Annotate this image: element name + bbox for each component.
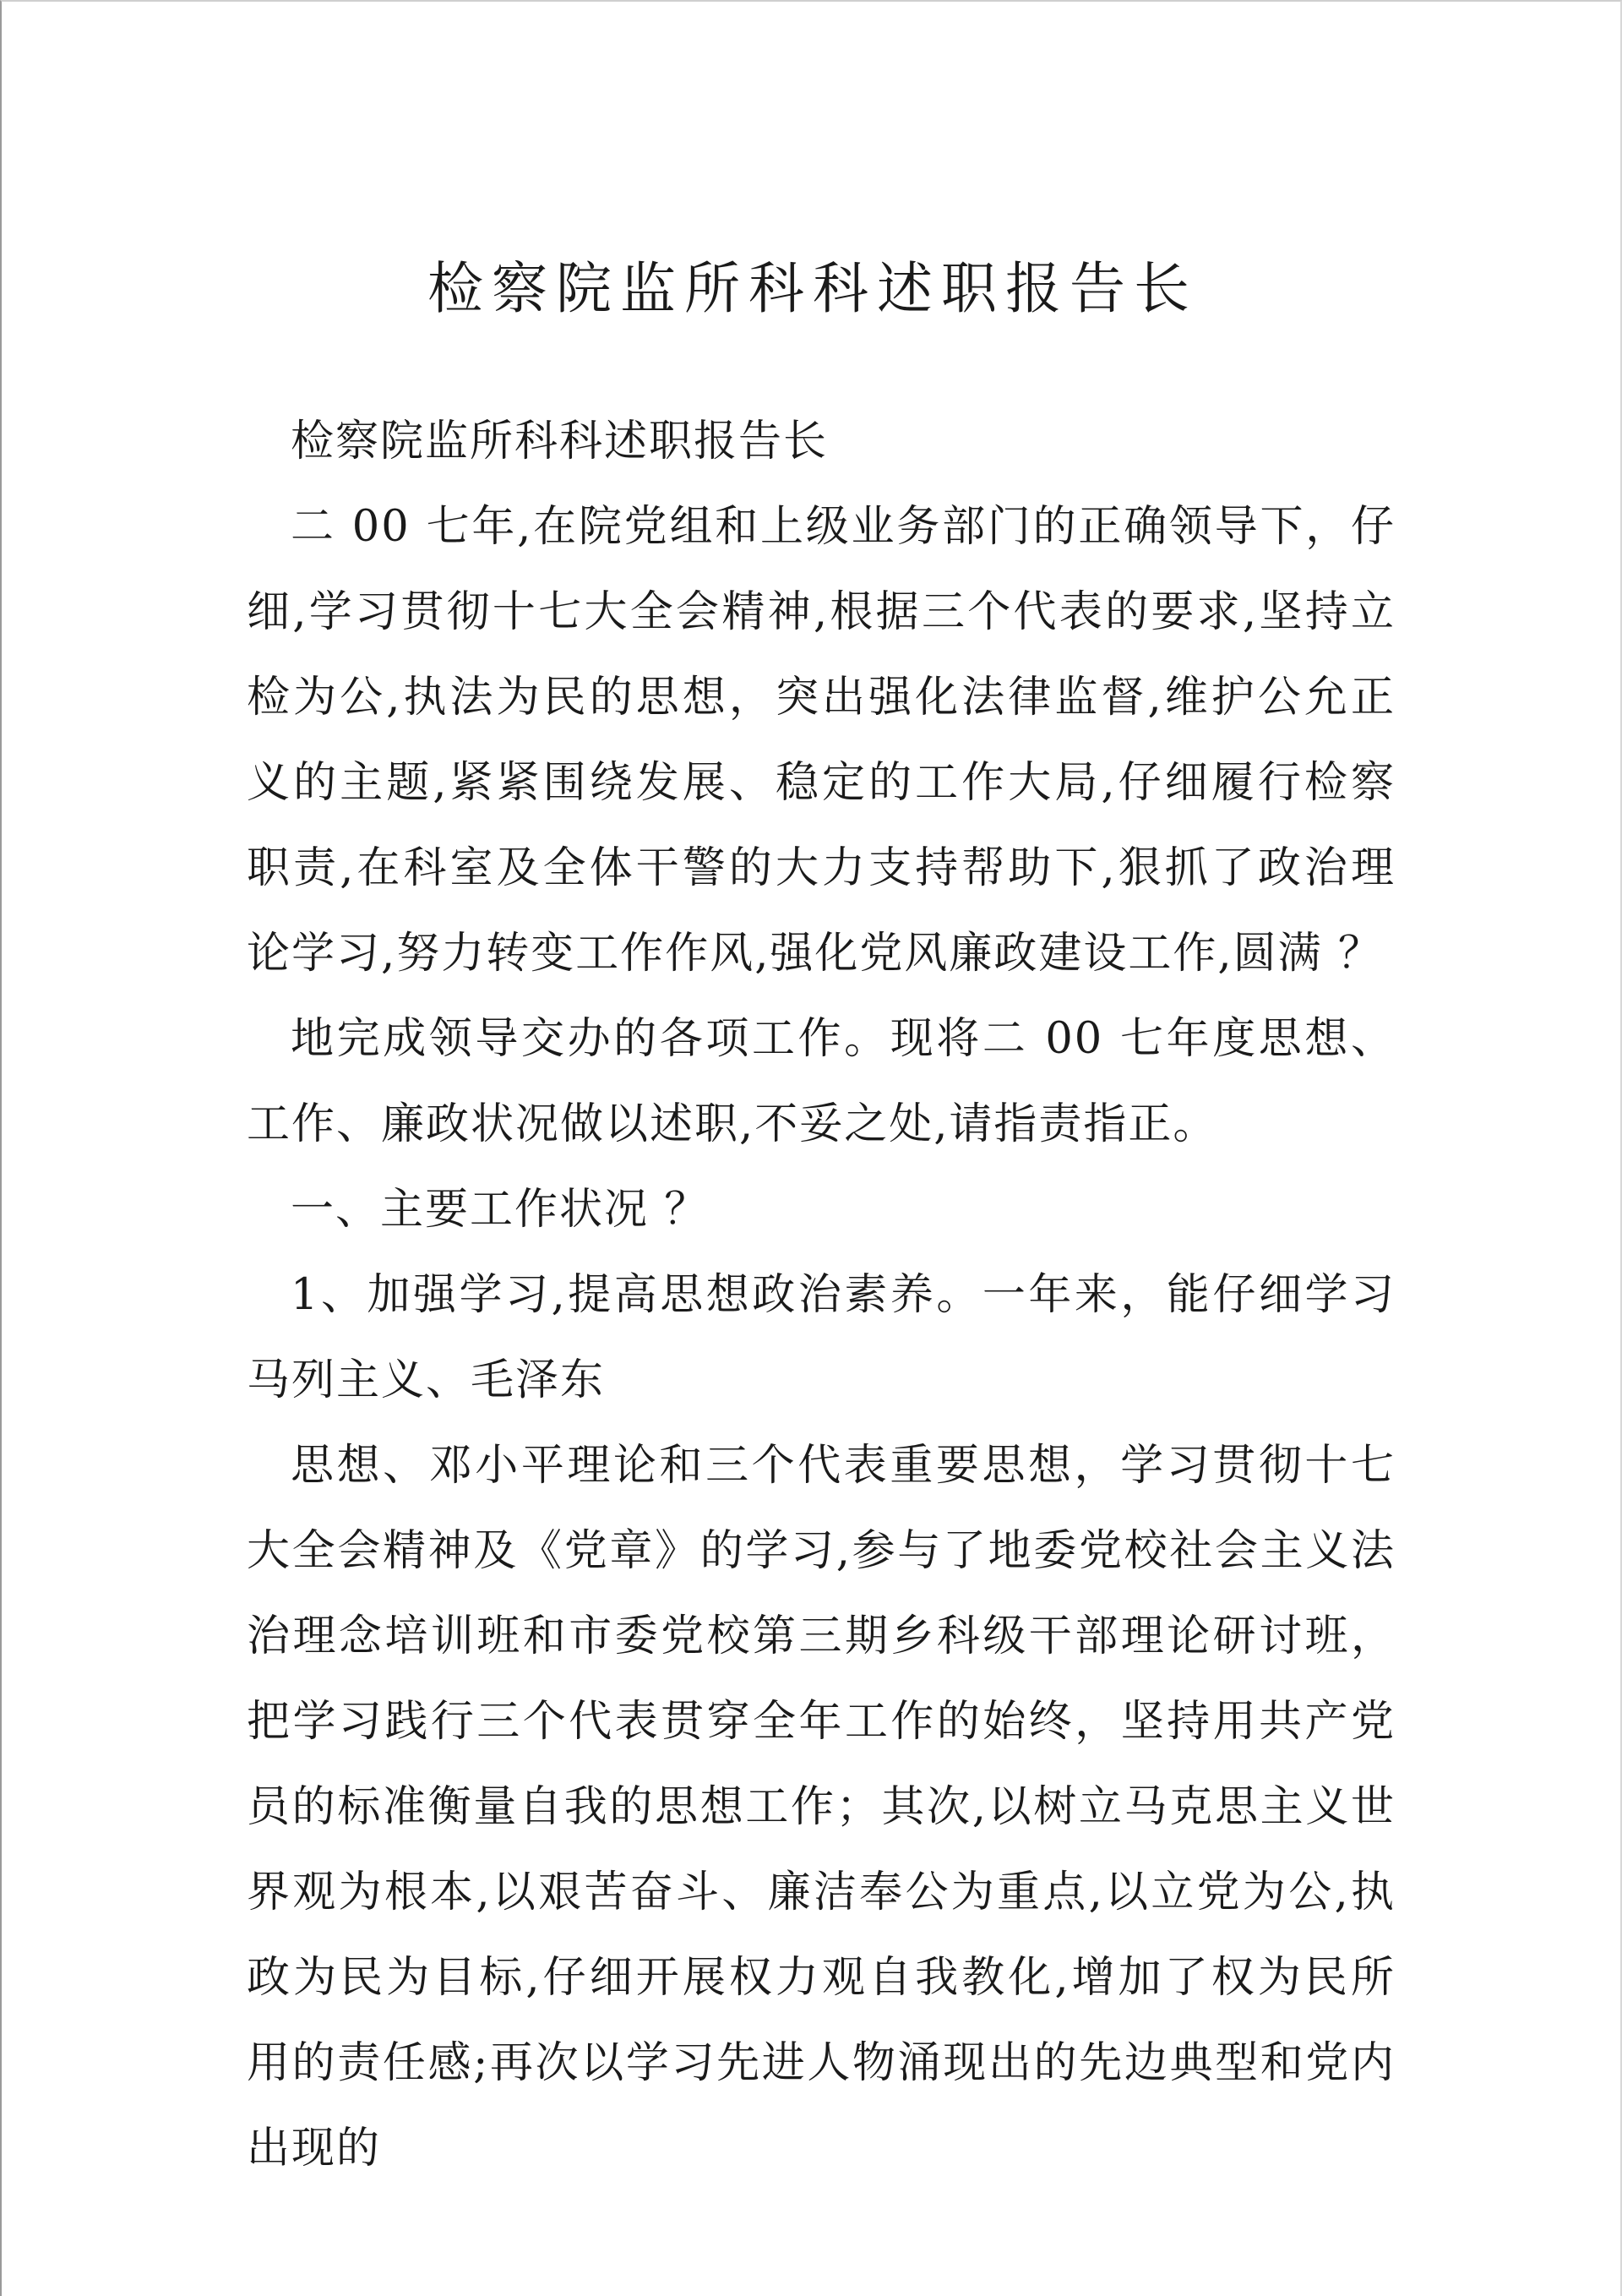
paragraph-item-1-continued: 思想、邓小平理论和三个代表重要思想，学习贯彻十七大全会精神及《党章》的学习,参与了地委党校社会主义法治理念培训班和市委党校第三期乡科级干部理论研讨班，把学习践行三个代表贯穿全年工作的始终，坚持用共产党员的标准衡量自我的思想工作；其次,以树立马克思主义世界观为根本,以艰苦奋斗、廉洁奉公为重点,以立党为公,执政为民为目标,仔细开展权力观自我教化,增加了权为民所用的责任感;再次以学习先进人物涌现出的先边典型和党内出现的 — [247, 1441, 1396, 2173]
paragraph-intro: 二 00 七年,在院党组和上级业务部门的正确领导下，仔细,学习贯彻十七大全会精神,根据三个代表的要求,坚持立检为公,执法为民的思想，突出强化法律监督,维护公允正义的主题,紧紧围绕发展、稳定的工作大局,仔细履行检察职责,在科室及全体干警的大力支持帮助下,狠抓了政治理论学习,努力转变工作作风,强化党风廉政建设工作,圆满 ？ — [247, 502, 1396, 979]
paragraph-intro-continued: 地完成领导交办的各项工作。现将二 00 七年度思想、工作、廉政状况做以述职,不妥之处,请指责指正。 — [247, 1014, 1396, 1149]
document-title: 检察院监所科科述职报告长 — [427, 256, 1198, 321]
paragraph-item-1: 1、加强学习,提高思想政治素养。一年来，能仔细学习马列主义、毛泽东 — [247, 1270, 1396, 1405]
section-heading: 一、主要工作状况 ？ — [291, 1185, 710, 1235]
paragraph-subtitle: 检察院监所科科述职报告长 — [291, 417, 829, 466]
document-body — [247, 399, 1396, 2191]
